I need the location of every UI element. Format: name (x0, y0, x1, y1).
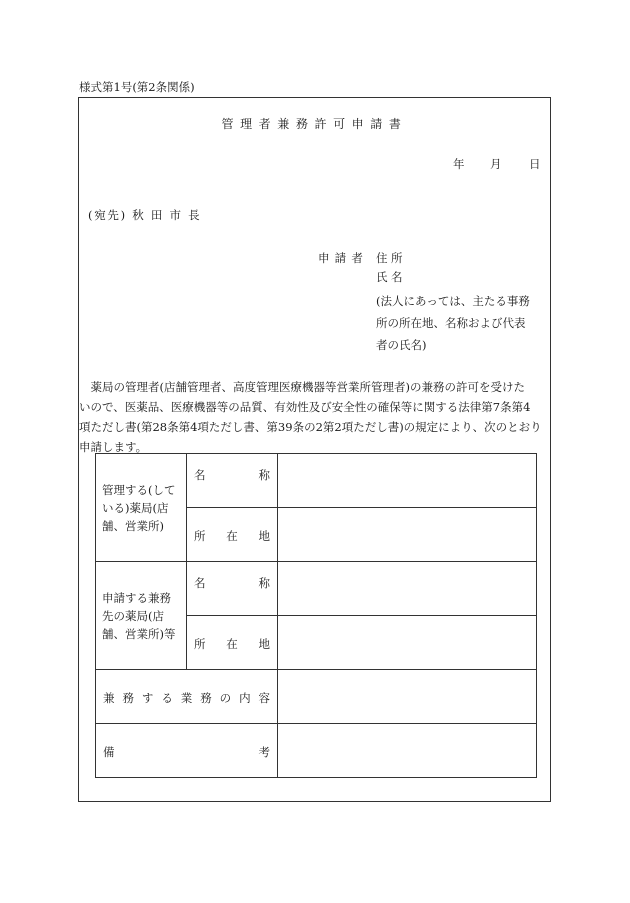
note-line: (法人にあっては、主たる事務 (376, 294, 530, 308)
concurrent-pharmacy-location-field[interactable] (278, 616, 537, 670)
label-char: 兼 (103, 691, 115, 705)
applicant-corporate-note (376, 290, 541, 356)
form-title: 管理者兼務許可申請書 (221, 117, 408, 131)
remarks-field[interactable] (278, 724, 537, 778)
label-char: 名 (194, 468, 206, 482)
application-form (78, 97, 551, 802)
managed-pharmacy-location-field[interactable] (278, 508, 537, 562)
label-char: 在 (226, 529, 238, 543)
label-char: 容 (258, 691, 270, 705)
location-label-cell (187, 508, 278, 562)
name-label-cell (187, 562, 278, 616)
label-char: 名 (194, 576, 206, 590)
applicant-name-label: 氏名 (376, 270, 406, 284)
table-row (96, 454, 537, 508)
note-line: 所の所在地、名称および代表 (376, 316, 526, 330)
note-line: 者の氏名) (376, 338, 427, 352)
name-label-cell (187, 454, 278, 508)
label-char: 称 (258, 576, 270, 590)
applicant-address-label: 住所 (376, 251, 406, 265)
remarks-label-cell (96, 724, 278, 778)
label-char: 務 (200, 691, 212, 705)
label-char: 所 (194, 637, 206, 651)
addressee: (宛先) 秋 田 市 長 (88, 208, 202, 222)
table-row (96, 724, 537, 778)
applicant-label: 申請者 (318, 251, 369, 265)
statement-line: 申請します。 (79, 440, 148, 454)
date-year-label: 年 (453, 157, 465, 171)
label-char: 業 (180, 691, 193, 705)
label-char: 備 (103, 745, 115, 759)
label-char: 内 (239, 691, 251, 705)
location-label-cell (187, 616, 278, 670)
label-char: 務 (122, 691, 134, 705)
concurrent-pharmacy-name-field[interactable] (278, 562, 537, 616)
table-row (96, 562, 537, 616)
table-row (96, 670, 537, 724)
date-month-label: 月 (490, 157, 502, 171)
label-char: 考 (258, 745, 270, 759)
managed-pharmacy-name-field[interactable] (278, 454, 537, 508)
duties-content-field[interactable] (278, 670, 537, 724)
date-day-label: 日 (529, 157, 541, 171)
label-char: 在 (226, 637, 238, 651)
label-char: 地 (258, 637, 270, 651)
form-number: 様式第1号(第2条関係) (79, 80, 195, 94)
managed-pharmacy-label: 管理する(している)薬局(店舗、営業所) (96, 454, 187, 562)
label-char: る (161, 691, 173, 705)
label-char: 所 (194, 529, 206, 543)
label-char: す (141, 691, 154, 705)
statement-line: 項ただし書(第28条第4項ただし書、第39条の2第2項ただし書)の規定により、次のとおり (79, 420, 542, 434)
application-statement (79, 377, 549, 457)
statement-line: 薬局の管理者(店舗管理者、高度管理医療機器等営業所管理者)の兼務の許可を受けた (79, 380, 525, 394)
details-table (95, 453, 537, 778)
label-char: 称 (258, 468, 270, 482)
concurrent-pharmacy-label: 申請する兼務先の薬局(店舗、営業所)等 (96, 562, 187, 670)
duties-label-cell (96, 670, 278, 724)
label-char: 地 (258, 529, 270, 543)
statement-line: いので、医薬品、医療機器等の品質、有効性及び安全性の確保等に関する法律第7条第4 (79, 400, 531, 414)
label-char: の (219, 691, 232, 705)
